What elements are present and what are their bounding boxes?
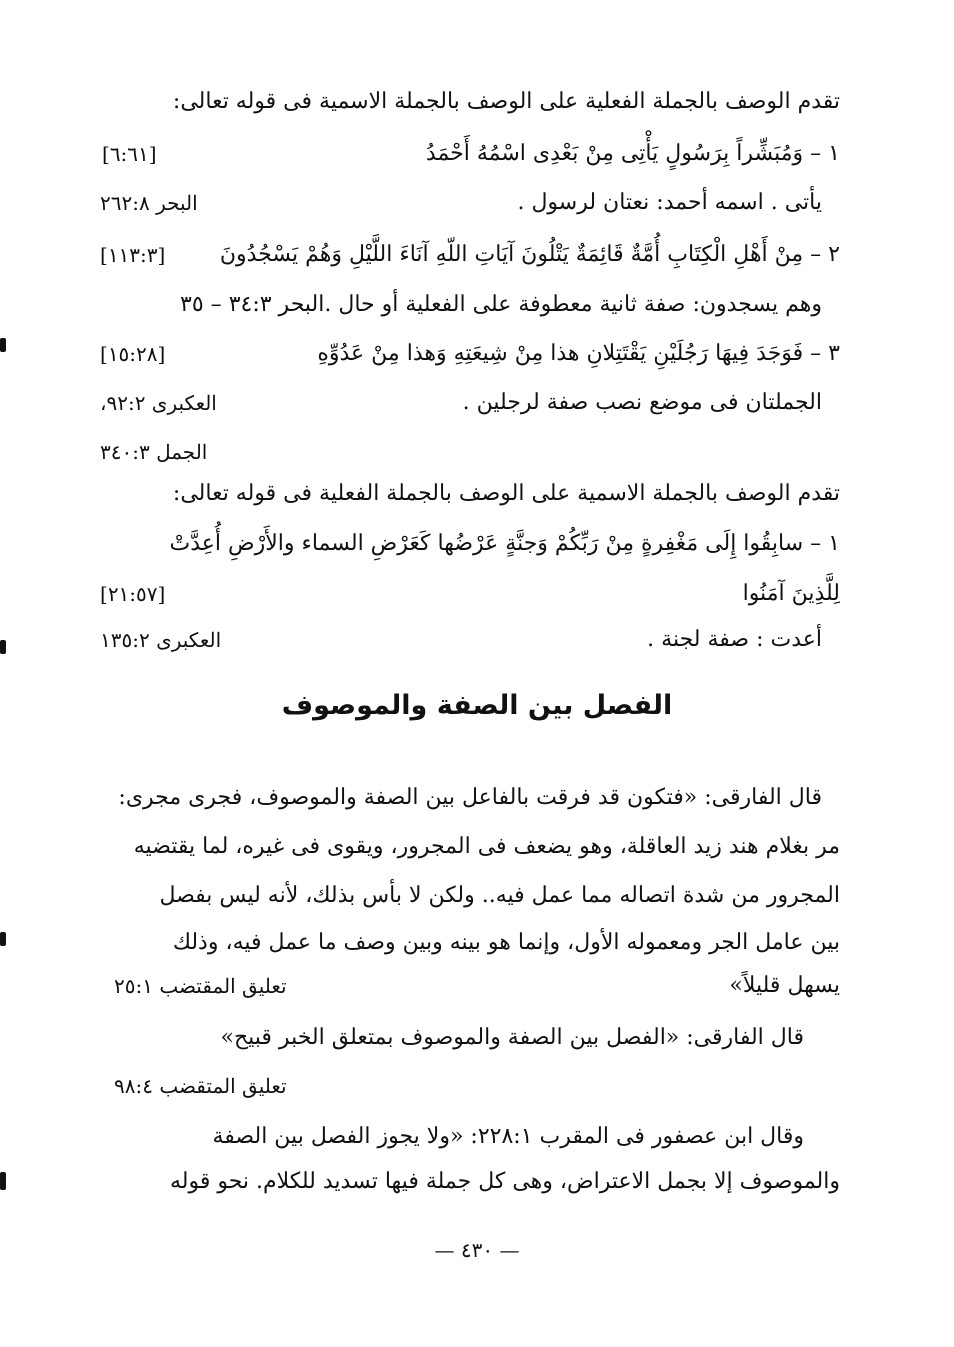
section1-example3-note-row <box>100 383 840 423</box>
scan-edge-mark <box>0 338 6 352</box>
section1-example1-note-row <box>100 183 840 223</box>
section2-example1-note: أعدت : صفة لجنة . <box>647 627 822 652</box>
section1-example1: ١ – وَمُبَشِّراً بِرَسُولٍ يَأْتِى مِنْ بَعْدِى اسْمُهُ أَحْمَدُ <box>425 141 840 166</box>
para1-source: تعليق المقتضب ٢٥:١ <box>114 974 287 998</box>
para2-source-row <box>100 1066 840 1106</box>
para3-line: وقال ابن عصفور فى المقرب ٢٢٨:١: «ولا يجوز الفصل بين الصفة <box>212 1124 804 1149</box>
para1-line: المجرور من شدة اتصاله مما عمل فيه.. ولكن لا بأس بذلك، لأنه ليس بفصل <box>159 883 840 908</box>
para2-row <box>100 1018 840 1058</box>
section1-intro-row <box>100 82 840 122</box>
para1-line1-row <box>100 778 840 818</box>
section2-example1-note-row <box>100 620 840 660</box>
para1-line: بين عامل الجر ومعموله الأول، وإنما هو بينه وبين وصف ما عمل فيه، وذلك <box>172 930 840 955</box>
section1-example1-row <box>100 134 840 174</box>
para2-source: تعليق المتقضب ٩٨:٤ <box>114 1074 287 1098</box>
section1-example2-note: وهم يسجدون: صفة ثانية معطوفة على الفعلية أو حال .البحر ٣٤:٣ – ٣٥ <box>180 292 822 317</box>
section1-example3-source2: الجمل ٣٤٠:٣ <box>100 440 208 464</box>
para1-line: قال الفارقى: «فتكون قد فرقت بالفاعل بين الصفة والموصوف، فجرى مجرى: <box>118 785 822 810</box>
section1-example2-row <box>100 235 840 275</box>
section2-example1-line1: ١ – سابِقُوا إِلَى مَغْفِرةٍ مِنْ رَبِّكُمْ وَجنَّةٍ عَرْضُها كَعَرْضِ السماء والأَرْضِ أُعِدَّتْ <box>169 531 840 556</box>
section1-intro: تقدم الوصف بالجملة الفعلية على الوصف بالجملة الاسمية فى قوله تعالى: <box>172 89 840 114</box>
scan-edge-mark <box>0 1172 6 1190</box>
section1-example3-source2-row <box>100 432 840 472</box>
para1-last-row <box>100 966 840 1006</box>
para3-line1-row <box>100 1117 840 1157</box>
para1-line4-row <box>100 923 840 963</box>
para2-text: قال الفارقى: «الفصل بين الصفة والموصوف بمتعلق الخبر قبيح» <box>220 1025 804 1050</box>
section1-example3-row <box>100 334 840 374</box>
para1-last-line: يسهل قليلاً» <box>729 973 840 998</box>
para3-line: والموصوف إلا بجمل الاعتراض، وهى كل جملة فيها تسديد للكلام. نحو قوله <box>169 1169 840 1194</box>
section2-example1-ref: [٢١:٥٧] <box>100 582 166 606</box>
para1-line2-row <box>100 827 840 867</box>
section1-example3-source: العكبرى ٩٢:٢، <box>100 391 217 415</box>
para1-line3-row <box>100 876 840 916</box>
section1-example1-source: البحر ٢٦٢:٨ <box>100 191 198 215</box>
section1-example2-note-row <box>100 285 840 325</box>
section1-example1-note: يأتى . اسمه أحمد: نعتان لرسول . <box>517 190 822 215</box>
para3-line2-row <box>100 1162 840 1202</box>
section1-example2-ref: [١١٣:٣] <box>100 243 166 267</box>
section2-example1-source: العكبرى ١٣٥:٢ <box>100 628 222 652</box>
section1-example3: ٣ – فَوَجَدَ فِيهَا رَجُلَيْنِ يَقْتَتِلانِ هذا مِنْ شِيعَتِهِ وَهذا مِنْ عَدُوِّهِ <box>317 341 840 366</box>
page-number: — ٤٣٠ — <box>434 1238 520 1262</box>
section2-intro-row <box>100 474 840 514</box>
section2-example1-line2: لِلَّذِينَ آمَنُوا <box>742 581 840 606</box>
section1-example3-ref: [١٥:٢٨] <box>100 342 166 366</box>
section1-example1-ref: [٦:٦١] <box>102 142 157 166</box>
section-heading: الفصل بين الصفة والموصوف <box>281 690 673 721</box>
section2-example1-row <box>100 524 840 564</box>
section2-intro: تقدم الوصف بالجملة الاسمية على الوصف بالجملة الفعلية فى قوله تعالى: <box>172 481 840 506</box>
scan-edge-mark <box>0 932 6 946</box>
para1-line: مر بغلام هند زيد العاقلة، وهو يضعف فى المجرور، ويقوى فى غيره، لما يقتضيه <box>133 834 840 859</box>
section1-example3-note: الجملتان فى موضع نصب صفة لرجلين . <box>462 390 822 415</box>
section2-example1-line2-row <box>100 574 840 614</box>
section1-example2: ٢ – مِنْ أَهْلِ الْكِتَابِ أُمَّةٌ قَائِمَةٌ يَتْلُونَ آيَاتِ اللّهِ آنَاءَ اللَّيْلِ وَهُمْ يَسْجُدُونَ <box>219 242 840 267</box>
scan-edge-mark <box>0 640 6 654</box>
